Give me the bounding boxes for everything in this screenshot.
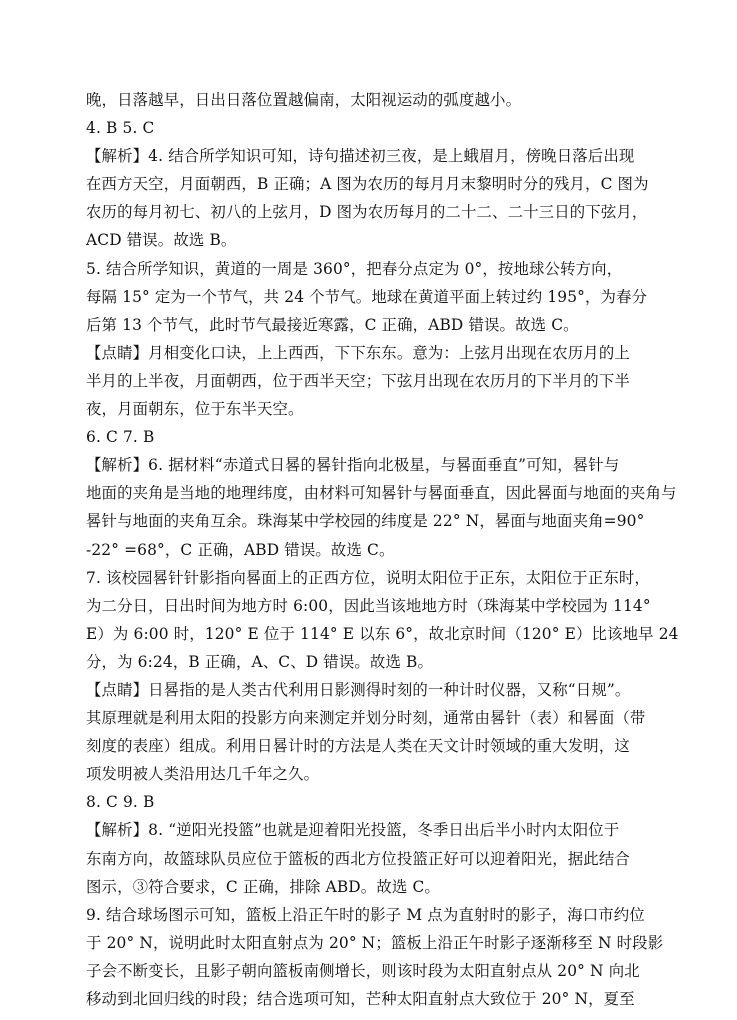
- text-line: 【解析】8. “逆阳光投篮”也就是迎着阳光投篮，冬季日出后半小时内太阳位于: [86, 821, 620, 840]
- text-line: 7. 该校园晷针针影指向晷面上的正西方位，说明太阳位于正东，太阳位于正东时，: [86, 568, 650, 587]
- text-line: 【解析】6. 据材料“赤道式日晷的晷针指向北极星，与晷面垂直”可知，晷针与: [86, 456, 620, 475]
- text-line: 【点睛】日晷指的是人类古代利用日影测得时刻的一种计时仪器，又称“日规”。: [86, 680, 631, 699]
- text-line: 其原理就是利用太阳的投影方向来测定并划分时刻，通常由晷针（表）和晷面（带: [86, 709, 646, 728]
- answer-line: 6. C 7. B: [86, 428, 155, 447]
- text-line: E）为 6:00 时，120° E 位于 114° E 以东 6°，故北京时间（120° E）比该地早 24: [86, 624, 679, 643]
- text-line: 刻度的表座）组成。利用日晷计时的方法是人类在天文计时领域的重大发明，这: [86, 737, 630, 756]
- text-line: 项发明被人类沿用达几千年之久。: [86, 765, 320, 784]
- text-line: 晚，日落越早，日出日落位置越偏南，太阳视运动的弧度越小。: [86, 91, 522, 109]
- text-line: 后第 13 个节气，此时节气最接近寒露，C 正确，ABD 错误。故选 C。: [86, 315, 579, 334]
- text-line: 【解析】4. 结合所学知识可知，诗句描述初三夜，是上蛾眉月，傍晚日落后出现: [86, 147, 635, 166]
- text-line: -22° =68°，C 正确，ABD 错误。故选 C。: [86, 540, 395, 559]
- text-line: 于 20° N，说明此时太阳直射点为 20° N；篮板上沿正午时影子逐渐移至 N 时段影: [86, 933, 664, 952]
- text-line: 夜，月面朝东，位于东半天空。: [86, 400, 304, 419]
- answer-line: 8. C 9. B: [86, 793, 155, 812]
- text-line: 图示，③符合要求，C 正确，排除 ABD。故选 C。: [86, 877, 440, 896]
- text-line: 【点睛】月相变化口诀，上上西西，下下东东。意为：上弦月出现在农历月的上: [86, 343, 630, 362]
- document-body: [86, 86, 679, 1013]
- text-line: ACD 错误。故选 B。: [86, 231, 237, 250]
- text-line: 每隔 15° 定为一个节气，共 24 个节气。地球在黄道平面上转过约 195°，为春分: [86, 287, 648, 306]
- text-line: 移动到北回归线的时段；结合选项可知，芒种太阳直射点大致位于 20° N，夏至: [86, 990, 635, 1008]
- text-line: 农历的每月初七、初八的上弦月，D 图为农历每月的二十二、二十三日的下弦月，: [86, 203, 648, 222]
- text-line: 分，为 6:24，B 正确，A、C、D 错误。故选 B。: [86, 652, 434, 671]
- text-line: 5. 结合所学知识，黄道的一周是 360°，把春分点定为 0°，按地球公转方向，: [86, 259, 623, 278]
- text-line: 子会不断变长，且影子朝向篮板南侧增长，则该时段为太阳直射点从 20° N 向北: [86, 961, 640, 980]
- text-line: 为二分日，日出时间为地方时 6:00，因此当该地地方时（珠海某中学校园为 114°: [86, 596, 651, 615]
- text-line: 9. 结合球场图示可知，篮板上沿正午时的影子 M 点为直射时的影子，海口市约位: [86, 905, 645, 924]
- text-line: 在西方天空，月面朝西，B 正确；A 图为农历的每月月末黎明时分的残月，C 图为: [86, 175, 649, 194]
- text-line: 地面的夹角是当地的地理纬度，由材料可知晷针与晷面垂直，因此晷面与地面的夹角与: [86, 484, 677, 503]
- answer-line: 4. B 5. C: [86, 119, 155, 138]
- text-line: 晷针与地面的夹角互余。珠海某中学校园的纬度是 22° N，晷面与地面夹角=90°: [86, 512, 645, 531]
- text-line: 东南方向，故篮球队员应位于篮板的西北方位投篮正好可以迎着阳光，据此结合: [86, 849, 630, 868]
- text-line: 半月的上半夜，月面朝西，位于西半天空；下弦月出现在农历月的下半月的下半: [86, 371, 630, 390]
